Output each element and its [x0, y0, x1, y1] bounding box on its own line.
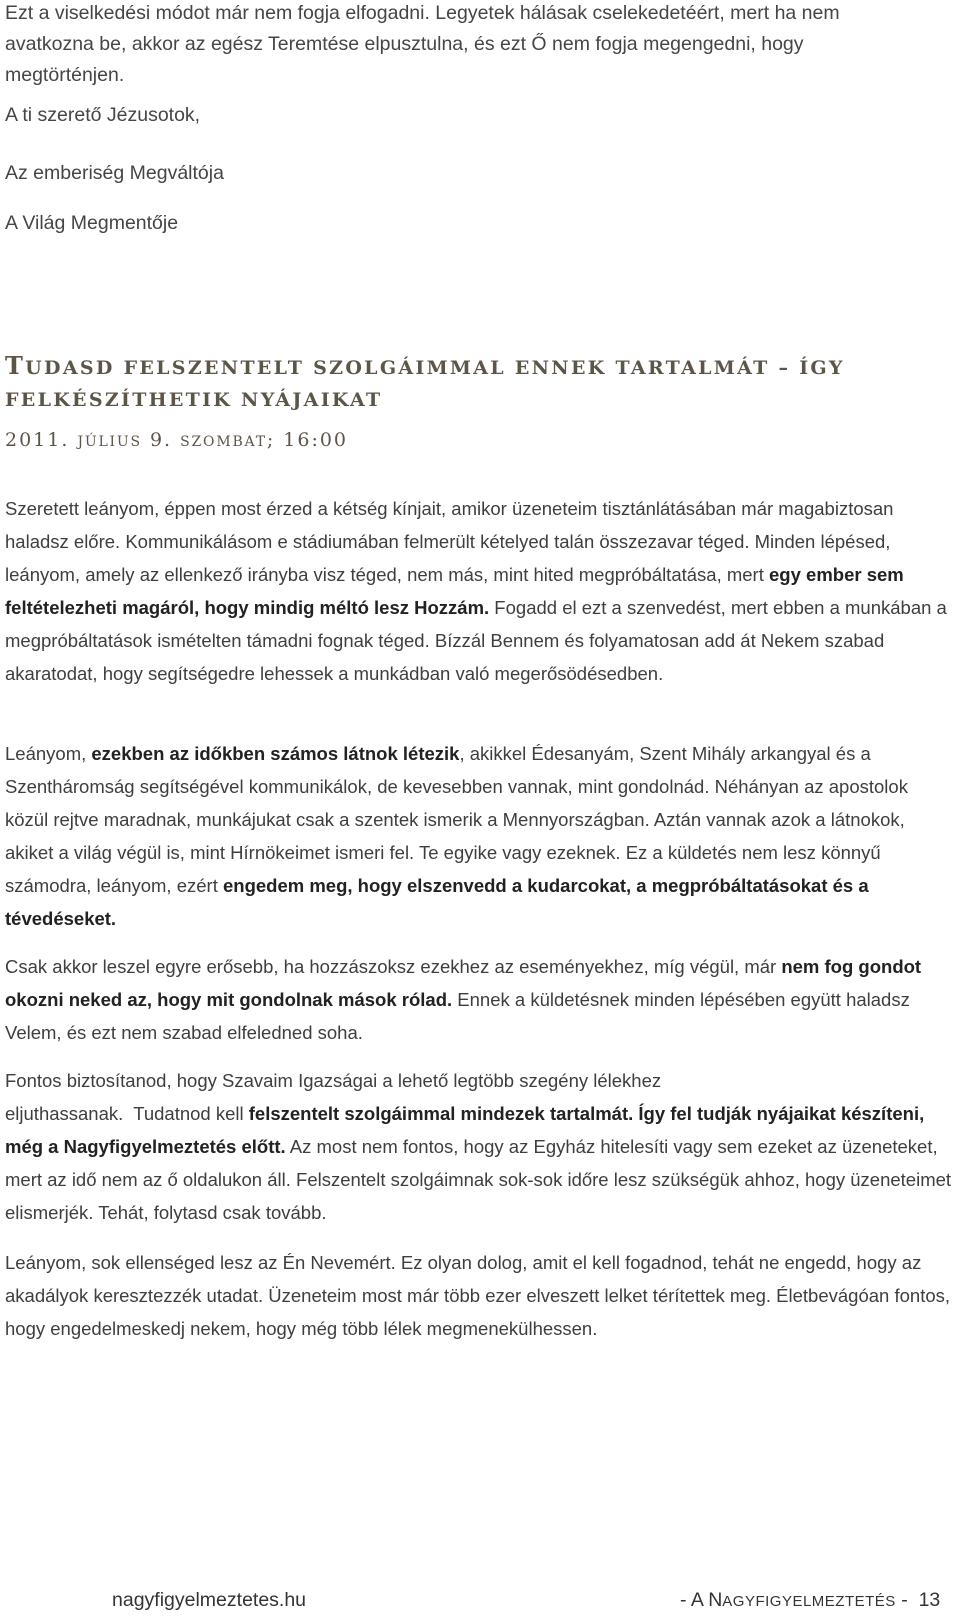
footer-title-cap: N	[708, 1589, 723, 1611]
body-paragraph-5	[5, 1246, 956, 1345]
page-number: 13	[918, 1589, 941, 1611]
footer-page-label	[680, 1586, 940, 1614]
title-initial: T	[5, 351, 26, 380]
signature-line-1: A ti szerető Jézusotok,	[5, 104, 201, 126]
footer-prefix: - A	[680, 1589, 709, 1611]
date-day: 9.	[149, 429, 173, 451]
bold-text-run: nem fog gondot okozni neked az, hogy mit gondolnak mások rólad.	[5, 956, 927, 1010]
body-paragraph-2	[5, 737, 953, 935]
date-month: JÚLIUS	[77, 434, 142, 450]
text-run: eljuthassanak. Tudatnod kell	[5, 1103, 249, 1124]
footer-suffix: -	[895, 1589, 908, 1611]
text-run: Ennek a küldetésnek minden lépésében együtt haladsz Velem, és ezt nem szabad elfeledned soha.	[5, 989, 915, 1043]
bold-text-run: engedem meg, hogy elszenvedd a kudarcokat, a megpróbáltatásokat és a tévedéseket.	[5, 875, 874, 929]
body-paragraph-1	[5, 492, 953, 690]
text-run: Leányom,	[5, 743, 92, 764]
message-title	[5, 350, 925, 416]
signature-line-2: Az emberiség Megváltója	[5, 162, 224, 184]
body-paragraph-3	[5, 950, 953, 1049]
text-run: Csak akkor leszel egyre erősebb, ha hozzászoksz ezekhez az eseményekhez, míg végül, már	[5, 956, 782, 977]
text-run: Fogadd el ezt a szenvedést, mert ebben a munkában a megpróbáltatások ismételten támadni fognak téged. Bízzál Bennem és folyamatosan add át Nekem szabad akaratodat, hogy segítségedre lehessek a munkádban való megerősödésedben.	[5, 597, 952, 684]
text-run: , akikkel Édesanyám, Szent Mihály arkangyal és a Szentháromság segítségével kommunikálok, de kevesebben vannak, mint gondolnád. Néhányan az apostolok közül rejtve maradnak, munkájukat csak a szentek ismerik a Mennyországban. Aztán vannak azok a látnokok, akiket a világ végül is, mint Hírnökeimet ismeri fel. Te egyike vagy ezeknek. Ez a küldetés nem lesz könnyű számodra, leányom, ezért	[5, 743, 914, 896]
bold-text-run: ezekben az időkben számos látnok létezik	[91, 743, 460, 764]
bold-text-run: felszentelt szolgáimmal mindezek tartalmát. Így fel tudják nyájaikat készíteni, még a Nagyfigyelmeztetés előtt.	[5, 1103, 930, 1157]
text-run: Az most nem fontos, hogy az Egyház hitelesíti vagy sem ezeket az üzeneteket, mert az idő nem az ő oldalukon áll. Felszentelt szolgáimnak sok-sok időre lesz szükségük ahhoz, hogy üzeneteimet elismerjék. Tehát, folytasd csak tovább.	[5, 1136, 957, 1223]
message-date	[5, 426, 348, 456]
date-time: ; 16:00	[266, 429, 349, 451]
footer-title-rest: AGYFIGYELMEZTETÉS	[722, 1593, 896, 1610]
footer-site: nagyfigyelmeztetes.hu	[112, 1589, 307, 1611]
body-paragraph-4	[5, 1064, 957, 1229]
title-text: UDASD FELSZENTELT SZOLGÁIMMAL ENNEK TARTALMÁT – ÍGY FELKÉSZÍTHETIK NYÁJAIKAT	[5, 357, 845, 411]
date-year: 2011.	[5, 429, 70, 451]
text-run: Fontos biztosítanod, hogy Szavaim Igazságai a lehető legtöbb szegény lélekhez	[5, 1070, 662, 1091]
intro-paragraph: Ezt a viselkedési módot már nem fogja elfogadni. Legyetek hálásak cselekedetéért, mert ha nem avatkozna be, akkor az egész Teremtése elpusztulna, és ezt Ő nem fogja megengedni, hogy megtörténjen.	[5, 2, 840, 86]
date-weekday: SZOMBAT	[180, 434, 267, 450]
text-run: Szeretett leányom, éppen most érzed a kétség kínjait, amikor üzeneteim tisztánlátásában már magabiztosan haladsz előre. Kommunikálásom e stádiumában felmerült kételyed talán összezavar téged. Minden lépésed, leányom, amely az ellenkező irányba visz téged, nem más, mint hited megpróbáltatása, mert	[5, 498, 899, 585]
signature-line-3: A Világ Megmentője	[5, 212, 179, 234]
bold-text-run: egy ember sem feltételezheti magáról, hogy mindig méltó lesz Hozzám.	[5, 564, 909, 618]
text-run: Leányom, sok ellenséged lesz az Én Nevemért. Ez olyan dolog, amit el kell fogadnod, tehát ne engedd, hogy az akadályok keresztezzék utadat. Üzeneteim most már több ezer elveszett lelket térítettek meg. Életbevágóan fontos, hogy engedelmeskedj nekem, hogy még több lélek megmenekülhessen.	[5, 1252, 956, 1339]
